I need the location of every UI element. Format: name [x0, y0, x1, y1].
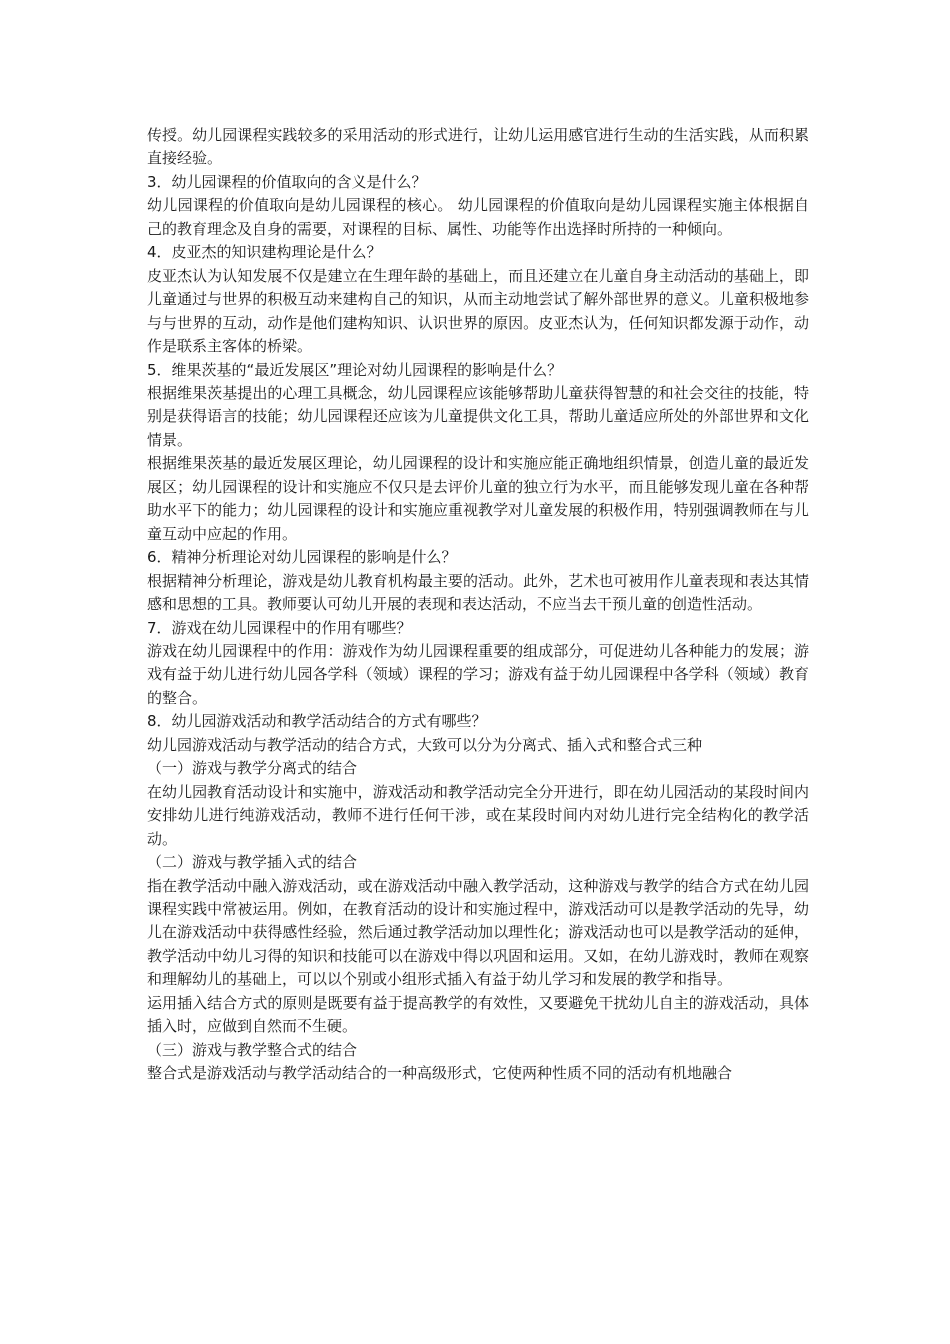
document-body [147, 124, 809, 1086]
paragraph: 皮亚杰认为认知发展不仅是建立在生理年龄的基础上，而且还建立在儿童自身主动活动的基础上，即儿童通过与世界的积极互动来建构自己的知识，从而主动地尝试了解外部世界的意义。儿童积极地参与与世界的互动，动作是他们建构知识、认识世界的原因。皮亚杰认为，任何知识都发源于动作，动作是联系主客体的桥梁。 [147, 266, 809, 356]
question-heading: 6．精神分析理论对幼儿园课程的影响是什么？ [147, 548, 457, 567]
question-heading: 8．幼儿园游戏活动和教学活动结合的方式有哪些？ [147, 712, 487, 731]
question-heading: 5．维果茨基的“最近发展区”理论对幼儿园课程的影响是什么？ [147, 360, 563, 379]
paragraph: 在幼儿园教育活动设计和实施中，游戏活动和教学活动完全分开进行，即在幼儿园活动的某段时间内安排幼儿进行纯游戏活动，教师不进行任何干涉，或在某段时间内对幼儿进行完全结构化的教学活动。 [147, 782, 809, 848]
paragraph: 指在教学活动中融入游戏活动，或在游戏活动中融入教学活动，这种游戏与教学的结合方式在幼儿园课程实践中常被运用。例如，在教育活动的设计和实施过程中，游戏活动可以是教学活动的先导，幼儿在游戏活动中获得感性经验，然后通过教学活动加以理性化；游戏活动也可以是教学活动的延伸，教学活动中幼儿习得的知识和技能可以在游戏中得以巩固和运用。又如，在幼儿游戏时，教师在观察和理解幼儿的基础上，可以以个别或小组形式插入有益于幼儿学习和发展的教学和指导。 [147, 876, 809, 989]
paragraph: 幼儿园游戏活动与教学活动的结合方式，大致可以分为分离式、插入式和整合式三种 [147, 735, 703, 754]
paragraph: 游戏在幼儿园课程中的作用：游戏作为幼儿园课程重要的组成部分，可促进幼儿各种能力的发展；游戏有益于幼儿进行幼儿园各学科（领域）课程的学习；游戏有益于幼儿园课程中各学科（领域）教育的整合。 [147, 641, 809, 707]
paragraph: 幼儿园课程的价值取向是幼儿园课程的核心。 幼儿园课程的价值取向是幼儿园课程实施主体根据自己的教育理念及自身的需要，对课程的目标、属性、功能等作出选择时所持的一种倾向。 [147, 196, 809, 238]
paragraph: 根据精神分析理论，游戏是幼儿教育机构最主要的活动。此外，艺术也可被用作儿童表现和表达其情感和思想的工具。教师要认可幼儿开展的表现和表达活动，不应当去干预儿童的创造性活动。 [147, 571, 809, 614]
subsection-heading: （一）游戏与教学分离式的结合 [147, 759, 358, 778]
paragraph: 传授。幼儿园课程实践较多的采用活动的形式进行，让幼儿运用感官进行生动的生活实践，从而积累直接经验。 [147, 126, 809, 168]
paragraph: 整合式是游戏活动与教学活动结合的一种高级形式，它使两种性质不同的活动有机地融合 [147, 1064, 733, 1083]
question-heading: 3．幼儿园课程的价值取向的含义是什么？ [147, 172, 427, 191]
subsection-heading: （三）游戏与教学整合式的结合 [147, 1040, 358, 1059]
question-heading: 7．游戏在幼儿园课程中的作用有哪些？ [147, 618, 412, 637]
paragraph: 运用插入结合方式的原则是既要有益于提高教学的有效性，又要避免干扰幼儿自主的游戏活动，具体插入时，应做到自然而不生硬。 [147, 993, 809, 1036]
paragraph: 根据维果茨基提出的心理工具概念，幼儿园课程应该能够帮助儿童获得智慧的和社会交往的技能，特别是获得语言的技能；幼儿园课程还应该为儿童提供文化工具，帮助儿童适应所处的外部世界和文化情景。 [147, 383, 809, 449]
subsection-heading: （二）游戏与教学插入式的结合 [147, 853, 358, 872]
paragraph: 根据维果茨基的最近发展区理论，幼儿园课程的设计和实施应能正确地组织情景，创造儿童的最近发展区；幼儿园课程的设计和实施应不仅只是去评价儿童的独立行为水平，而且能够发现儿童在各种帮助水平下的能力；幼儿园课程的设计和实施应重视教学对儿童发展的积极作用，特别强调教师在与儿童互动中应起的作用。 [147, 454, 809, 543]
question-heading: 4．皮亚杰的知识建构理论是什么？ [147, 243, 382, 262]
